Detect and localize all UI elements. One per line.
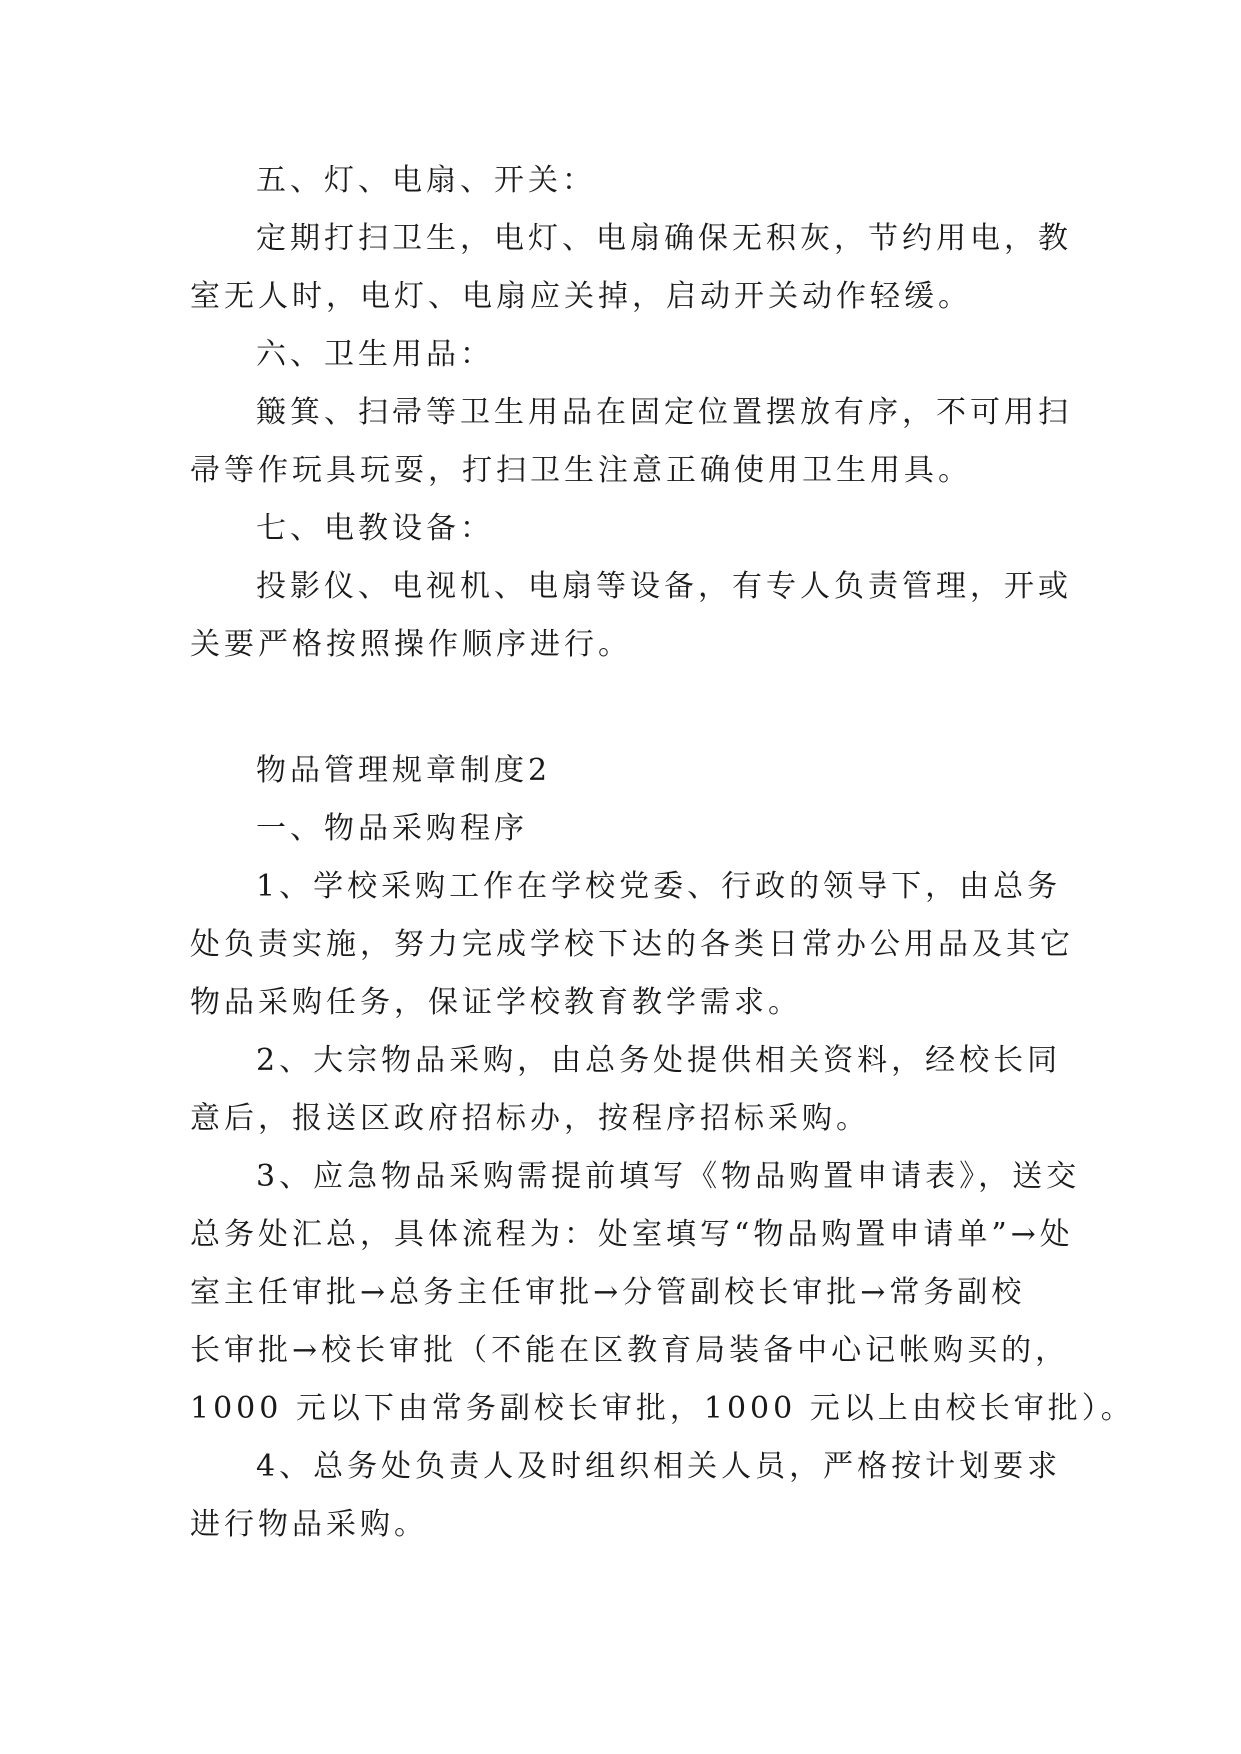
section-spacer <box>190 674 1070 742</box>
document-title: 物品管理规章制度2 <box>256 753 552 788</box>
paragraph-line: 1000 元以下由常务副校长审批，1000 元以上由校长审批）。 <box>190 1391 1135 1426</box>
paragraph-line: 关要严格按照操作顺序进行。 <box>190 627 632 662</box>
paragraph-line: 物品采购任务，保证学校教育教学需求。 <box>190 985 802 1020</box>
paragraph-line: 簸箕、扫帚等卫生用品在固定位置摆放有序，不可用扫 <box>256 395 1072 430</box>
paragraph-line: 4、总务处负责人及时组织相关人员，严格按计划要求 <box>256 1449 1062 1484</box>
paragraph-line: 处负责实施，努力完成学校下达的各类日常办公用品及其它 <box>190 927 1074 962</box>
section-heading-lamps: 五、灯、电扇、开关： <box>256 163 596 198</box>
paragraph-line: 2、大宗物品采购，由总务处提供相关资料，经校长同 <box>256 1043 1062 1078</box>
paragraph-line: 投影仪、电视机、电扇等设备，有专人负责管理，开或 <box>256 569 1072 604</box>
paragraph-item-4 <box>190 1438 1070 1554</box>
paragraph-item-1 <box>190 858 1074 1032</box>
paragraph-line: 3、应急物品采购需提前填写《物品购置申请表》，送交 <box>256 1159 1081 1194</box>
paragraph-line: 定期打扫卫生，电灯、电扇确保无积灰，节约用电，教 <box>256 221 1072 256</box>
paragraph-lamps <box>190 210 1070 326</box>
paragraph-line: 意后，报送区政府招标办，按程序招标采购。 <box>190 1101 870 1136</box>
section-heading-procurement: 一、物品采购程序 <box>256 811 528 846</box>
paragraph-item-3 <box>190 1148 1135 1438</box>
paragraph-av-equipment <box>190 558 1070 674</box>
document-body <box>190 152 1135 1554</box>
section-heading-av-equipment: 七、电教设备： <box>256 511 494 546</box>
paragraph-line: 室无人时，电灯、电扇应关掉，启动开关动作轻缓。 <box>190 279 972 314</box>
paragraph-line: 室主任审批→总务主任审批→分管副校长审批→常务副校 <box>190 1275 1026 1310</box>
paragraph-supplies <box>190 384 1070 500</box>
section-heading-supplies: 六、卫生用品： <box>256 337 494 372</box>
paragraph-line: 长审批→校长审批（不能在区教育局装备中心记帐购买的， <box>190 1333 1070 1368</box>
paragraph-line: 总务处汇总，具体流程为：处室填写“物品购置申请单”→处 <box>190 1217 1074 1252</box>
paragraph-line: 1、学校采购工作在学校党委、行政的领导下，由总务 <box>256 869 1062 904</box>
paragraph-item-2 <box>190 1032 1070 1148</box>
paragraph-line: 帚等作玩具玩耍，打扫卫生注意正确使用卫生用具。 <box>190 453 972 488</box>
paragraph-line: 进行物品采购。 <box>190 1507 428 1542</box>
